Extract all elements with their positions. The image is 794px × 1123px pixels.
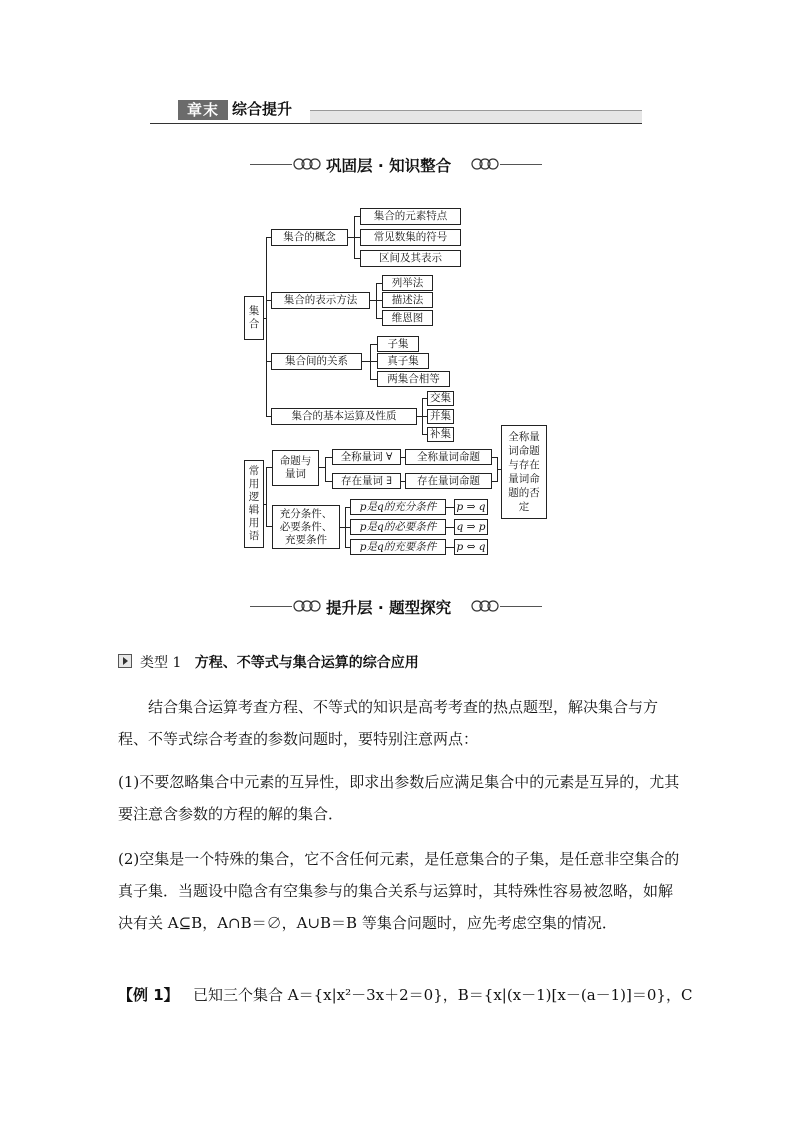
leaf-intersection: 交集: [427, 391, 454, 406]
branch-propositions-quantifiers: 命题与量词: [272, 450, 319, 486]
leaf-universal-quantifier: 全称量词 ∀: [332, 449, 401, 465]
leaf-iff-condition: p是q的充要条件: [350, 539, 446, 555]
ornament-icon: [292, 598, 322, 614]
ornament-icon: [470, 156, 500, 172]
triangle-marker-icon: [118, 654, 132, 668]
leaf-description: 描述法: [382, 292, 433, 308]
mindmap-root-logic: 常用逻辑用语: [244, 460, 264, 548]
chapter-header-band: [310, 110, 642, 124]
leaf-complement: 补集: [427, 427, 454, 442]
branch-representation: 集合的表示方法: [271, 292, 370, 309]
point-2-paragraph: [118, 843, 680, 939]
intro-paragraph: [118, 691, 680, 755]
section-divider-right: [500, 164, 542, 165]
leaf-existential-quantifier: 存在量词 ∃: [332, 473, 401, 489]
paragraph-text: (2)空集是一个特殊的集合，它不含任何元素，是任意集合的子集，是任意非空集合的真子集．当题设中隐含有空集参与的集合关系与运算时，其特殊性容易被忽略，如解决有关 A⊆B，A∩B＝∅，A∪B＝B 等集合问题时，应先考虑空集的情况．: [118, 850, 680, 932]
leaf-proper-subset: 真子集: [377, 353, 429, 369]
symbol-implied-by: q ⇒ p: [454, 519, 488, 535]
section-title-consolidation: 巩固层 · 知识整合: [326, 157, 452, 175]
mindmap-root-sets: 集合: [244, 296, 264, 340]
symbol-implies: p ⇒ q: [454, 499, 488, 515]
example-text: 已知三个集合 A＝{x|x²－3x＋2＝0}，B＝{x|(x－1)[x－(a－1)]＝0}，C: [192, 986, 693, 1004]
ornament-icon: [292, 156, 322, 172]
branch-concept: 集合的概念: [271, 229, 348, 246]
leaf-sufficient-condition: p是q的充分条件: [350, 499, 446, 515]
type-heading: [118, 652, 419, 672]
chapter-tag: 章末: [178, 100, 228, 120]
section-divider-left: [250, 164, 292, 165]
leaf-enumeration: 列举法: [382, 275, 433, 291]
section-title-exploration: 提升层 · 题型探究: [326, 599, 452, 617]
branch-conditions: 充分条件、必要条件、充要条件: [272, 505, 340, 549]
leaf-element-traits: 集合的元素特点: [360, 208, 461, 225]
example-label: 【例 1】: [118, 986, 179, 1004]
example-1: [118, 984, 692, 1005]
symbol-iff: p ⇔ q: [454, 539, 488, 555]
leaf-equal-sets: 两集合相等: [377, 371, 450, 387]
section-divider-right: [500, 606, 542, 607]
section-divider-left: [250, 606, 292, 607]
chapter-header-rule: [150, 123, 642, 124]
paragraph-text: (1)不要忽略集合中元素的互异性，即求出参数后应满足集合中的元素是互异的，尤其要注意含参数的方程的解的集合．: [118, 773, 680, 823]
chapter-title: 综合提升: [232, 100, 293, 118]
point-1-paragraph: [118, 766, 680, 830]
leaf-existential-proposition: 存在量词命题: [405, 473, 492, 489]
branch-operations: 集合的基本运算及性质: [271, 408, 417, 425]
leaf-number-sets: 常见数集的符号: [360, 229, 461, 246]
type-title: 方程、不等式与集合运算的综合应用: [194, 655, 419, 671]
ornament-icon: [470, 598, 500, 614]
leaf-necessary-condition: p是q的必要条件: [350, 519, 446, 535]
type-label: 类型 1: [140, 655, 182, 671]
paragraph-text: 结合集合运算考查方程、不等式的知识是高考考查的热点题型，解决集合与方程、不等式综合考查的参数问题时，要特别注意两点：: [118, 698, 659, 748]
leaf-quantifier-negation: 全称量词命题与存在量词命题的否定: [501, 425, 547, 519]
leaf-venn: 维恩图: [382, 310, 433, 326]
leaf-intervals: 区间及其表示: [360, 250, 461, 267]
leaf-subset: 子集: [377, 336, 419, 352]
branch-relations: 集合间的关系: [271, 353, 362, 370]
leaf-union: 并集: [427, 409, 454, 424]
leaf-universal-proposition: 全称量词命题: [405, 449, 492, 465]
